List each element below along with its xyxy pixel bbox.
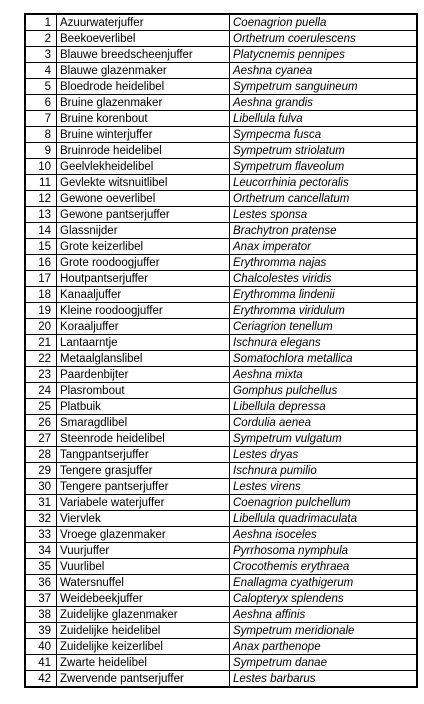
row-number-cell: 7: [25, 111, 57, 127]
row-number-cell: 22: [25, 351, 57, 367]
table-row: [25, 511, 417, 527]
table-row: [25, 495, 417, 511]
scientific-name-cell: Aeshna grandis: [230, 95, 418, 111]
table-row: [25, 607, 417, 623]
dutch-name-cell: Geelvlekheidelibel: [57, 159, 230, 175]
species-table: [24, 13, 418, 688]
dutch-name-cell: Steenrode heidelibel: [57, 431, 230, 447]
dutch-name-cell: Platbuik: [57, 399, 230, 415]
row-number-cell: 39: [25, 623, 57, 639]
row-number-cell: 28: [25, 447, 57, 463]
table-row: [25, 175, 417, 191]
row-number-cell: 38: [25, 607, 57, 623]
table-row: [25, 191, 417, 207]
dutch-name-cell: Viervlek: [57, 511, 230, 527]
scientific-name-cell: Leucorrhinia pectoralis: [230, 175, 418, 191]
table-row: [25, 383, 417, 399]
table-row: [25, 303, 417, 319]
row-number-cell: 6: [25, 95, 57, 111]
row-number-cell: 30: [25, 479, 57, 495]
scientific-name-cell: Sympetrum danae: [230, 655, 418, 671]
dutch-name-cell: Paardenbijter: [57, 367, 230, 383]
scientific-name-cell: Brachytron pratense: [230, 223, 418, 239]
scientific-name-cell: Orthetrum coerulescens: [230, 31, 418, 47]
scientific-name-cell: Coenagrion pulchellum: [230, 495, 418, 511]
row-number-cell: 16: [25, 255, 57, 271]
table-row: [25, 159, 417, 175]
dutch-name-cell: Plasrombout: [57, 383, 230, 399]
table-row: [25, 127, 417, 143]
scientific-name-cell: Aeshna mixta: [230, 367, 418, 383]
scientific-name-cell: Sympetrum flaveolum: [230, 159, 418, 175]
table-row: [25, 591, 417, 607]
scientific-name-cell: Anax imperator: [230, 239, 418, 255]
table-row: [25, 255, 417, 271]
row-number-cell: 25: [25, 399, 57, 415]
scientific-name-cell: Platycnemis pennipes: [230, 47, 418, 63]
dutch-name-cell: Vuurjuffer: [57, 543, 230, 559]
table-row: [25, 335, 417, 351]
row-number-cell: 8: [25, 127, 57, 143]
scientific-name-cell: Lestes dryas: [230, 447, 418, 463]
row-number-cell: 4: [25, 63, 57, 79]
table-row: [25, 319, 417, 335]
scientific-name-cell: Erythromma najas: [230, 255, 418, 271]
dutch-name-cell: Variabele waterjuffer: [57, 495, 230, 511]
dutch-name-cell: Watersnuffel: [57, 575, 230, 591]
row-number-cell: 26: [25, 415, 57, 431]
scientific-name-cell: Pyrrhosoma nymphula: [230, 543, 418, 559]
table-row: [25, 223, 417, 239]
table-row: [25, 239, 417, 255]
table-row: [25, 63, 417, 79]
dutch-name-cell: Weidebeekjuffer: [57, 591, 230, 607]
scientific-name-cell: Anax parthenope: [230, 639, 418, 655]
dutch-name-cell: Tangpantserjuffer: [57, 447, 230, 463]
dutch-name-cell: Metaalglanslibel: [57, 351, 230, 367]
row-number-cell: 23: [25, 367, 57, 383]
row-number-cell: 21: [25, 335, 57, 351]
table-row: [25, 47, 417, 63]
dutch-name-cell: Azuurwaterjuffer: [57, 14, 230, 31]
dutch-name-cell: Grote keizerlibel: [57, 239, 230, 255]
dutch-name-cell: Bloedrode heidelibel: [57, 79, 230, 95]
table-row: [25, 367, 417, 383]
dutch-name-cell: Kleine roodoogjuffer: [57, 303, 230, 319]
dutch-name-cell: Tengere grasjuffer: [57, 463, 230, 479]
table-row: [25, 447, 417, 463]
row-number-cell: 37: [25, 591, 57, 607]
table-row: [25, 95, 417, 111]
table-row: [25, 543, 417, 559]
table-row: [25, 79, 417, 95]
dutch-name-cell: Gevlekte witsnuitlibel: [57, 175, 230, 191]
table-row: [25, 623, 417, 639]
scientific-name-cell: Ischnura pumilio: [230, 463, 418, 479]
scientific-name-cell: Libellula fulva: [230, 111, 418, 127]
row-number-cell: 9: [25, 143, 57, 159]
table-row: [25, 399, 417, 415]
scientific-name-cell: Aeshna isoceles: [230, 527, 418, 543]
row-number-cell: 32: [25, 511, 57, 527]
scientific-name-cell: Lestes barbarus: [230, 671, 418, 688]
row-number-cell: 40: [25, 639, 57, 655]
table-row: [25, 31, 417, 47]
dutch-name-cell: Zwarte heidelibel: [57, 655, 230, 671]
dutch-name-cell: Zuidelijke keizerlibel: [57, 639, 230, 655]
table-row: [25, 431, 417, 447]
scientific-name-cell: Libellula quadrimaculata: [230, 511, 418, 527]
dutch-name-cell: Zuidelijke glazenmaker: [57, 607, 230, 623]
dutch-name-cell: Bruinrode heidelibel: [57, 143, 230, 159]
row-number-cell: 36: [25, 575, 57, 591]
row-number-cell: 12: [25, 191, 57, 207]
dutch-name-cell: Smaragdlibel: [57, 415, 230, 431]
scientific-name-cell: Chalcolestes viridis: [230, 271, 418, 287]
table-row: [25, 351, 417, 367]
row-number-cell: 13: [25, 207, 57, 223]
scientific-name-cell: Ischnura elegans: [230, 335, 418, 351]
row-number-cell: 14: [25, 223, 57, 239]
dutch-name-cell: Zuidelijke heidelibel: [57, 623, 230, 639]
row-number-cell: 31: [25, 495, 57, 511]
dutch-name-cell: Tengere pantserjuffer: [57, 479, 230, 495]
row-number-cell: 42: [25, 671, 57, 688]
species-table-body: [25, 14, 417, 687]
scientific-name-cell: Enallagma cyathigerum: [230, 575, 418, 591]
row-number-cell: 29: [25, 463, 57, 479]
table-row: [25, 527, 417, 543]
dutch-name-cell: Koraaljuffer: [57, 319, 230, 335]
row-number-cell: 18: [25, 287, 57, 303]
scientific-name-cell: Sympecma fusca: [230, 127, 418, 143]
dutch-name-cell: Bruine glazenmaker: [57, 95, 230, 111]
dutch-name-cell: Vroege glazenmaker: [57, 527, 230, 543]
dutch-name-cell: Beekoeverlibel: [57, 31, 230, 47]
scientific-name-cell: Cordulia aenea: [230, 415, 418, 431]
dutch-name-cell: Gewone oeverlibel: [57, 191, 230, 207]
row-number-cell: 34: [25, 543, 57, 559]
row-number-cell: 33: [25, 527, 57, 543]
dutch-name-cell: Vuurlibel: [57, 559, 230, 575]
table-row: [25, 287, 417, 303]
row-number-cell: 5: [25, 79, 57, 95]
scientific-name-cell: Aeshna cyanea: [230, 63, 418, 79]
row-number-cell: 2: [25, 31, 57, 47]
row-number-cell: 3: [25, 47, 57, 63]
scientific-name-cell: Lestes sponsa: [230, 207, 418, 223]
row-number-cell: 10: [25, 159, 57, 175]
scientific-name-cell: Erythromma viridulum: [230, 303, 418, 319]
dutch-name-cell: Bruine winterjuffer: [57, 127, 230, 143]
dutch-name-cell: Blauwe breedscheenjuffer: [57, 47, 230, 63]
table-row: [25, 143, 417, 159]
row-number-cell: 41: [25, 655, 57, 671]
table-row: [25, 14, 417, 31]
dutch-name-cell: Zwervende pantserjuffer: [57, 671, 230, 688]
scientific-name-cell: Lestes virens: [230, 479, 418, 495]
dutch-name-cell: Glassnijder: [57, 223, 230, 239]
row-number-cell: 17: [25, 271, 57, 287]
row-number-cell: 35: [25, 559, 57, 575]
table-row: [25, 207, 417, 223]
scientific-name-cell: Sympetrum meridionale: [230, 623, 418, 639]
scientific-name-cell: Aeshna affinis: [230, 607, 418, 623]
dutch-name-cell: Bruine korenbout: [57, 111, 230, 127]
dutch-name-cell: Houtpantserjuffer: [57, 271, 230, 287]
dutch-name-cell: Lantaarntje: [57, 335, 230, 351]
dutch-name-cell: Kanaaljuffer: [57, 287, 230, 303]
scientific-name-cell: Somatochlora metallica: [230, 351, 418, 367]
row-number-cell: 1: [25, 14, 57, 31]
table-row: [25, 479, 417, 495]
row-number-cell: 24: [25, 383, 57, 399]
scientific-name-cell: Sympetrum sanguineum: [230, 79, 418, 95]
table-row: [25, 415, 417, 431]
scientific-name-cell: Calopteryx splendens: [230, 591, 418, 607]
row-number-cell: 27: [25, 431, 57, 447]
table-row: [25, 463, 417, 479]
scientific-name-cell: Sympetrum striolatum: [230, 143, 418, 159]
row-number-cell: 19: [25, 303, 57, 319]
row-number-cell: 15: [25, 239, 57, 255]
dutch-name-cell: Gewone pantserjuffer: [57, 207, 230, 223]
scientific-name-cell: Orthetrum cancellatum: [230, 191, 418, 207]
scientific-name-cell: Coenagrion puella: [230, 14, 418, 31]
scientific-name-cell: Crocothemis erythraea: [230, 559, 418, 575]
table-row: [25, 575, 417, 591]
dutch-name-cell: Grote roodoogjuffer: [57, 255, 230, 271]
row-number-cell: 20: [25, 319, 57, 335]
scientific-name-cell: Libellula depressa: [230, 399, 418, 415]
table-row: [25, 559, 417, 575]
table-row: [25, 639, 417, 655]
table-row: [25, 655, 417, 671]
scientific-name-cell: Gomphus pulchellus: [230, 383, 418, 399]
scientific-name-cell: Ceriagrion tenellum: [230, 319, 418, 335]
scientific-name-cell: Erythromma lindenii: [230, 287, 418, 303]
scientific-name-cell: Sympetrum vulgatum: [230, 431, 418, 447]
table-row: [25, 111, 417, 127]
table-row: [25, 671, 417, 688]
row-number-cell: 11: [25, 175, 57, 191]
dutch-name-cell: Blauwe glazenmaker: [57, 63, 230, 79]
table-row: [25, 271, 417, 287]
